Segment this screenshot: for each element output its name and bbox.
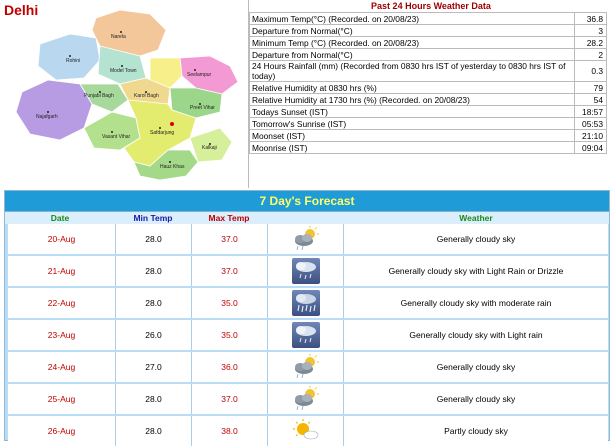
table-row — [250, 130, 607, 142]
table-row — [250, 118, 607, 130]
forecast-min-temp: 28.0 — [116, 416, 192, 446]
row-value: 54 — [575, 94, 607, 106]
header-weather: Weather — [459, 213, 493, 223]
forecast-min-temp: 26.0 — [116, 320, 192, 350]
forecast-date: 21-Aug — [8, 256, 116, 286]
row-value: 05:53 — [575, 118, 607, 130]
row-value: 79 — [575, 82, 607, 94]
forecast-weather: Generally cloudy sky with Light Rain or Drizzle — [388, 266, 564, 276]
forecast-icon-cell — [268, 384, 344, 414]
header-date: Date — [50, 213, 70, 223]
forecast-min-temp: 28.0 — [116, 288, 192, 318]
row-value: 21:10 — [575, 130, 607, 142]
forecast-weather: Generally cloudy sky — [436, 234, 516, 244]
forecast-row — [8, 256, 608, 286]
forecast-date: 23-Aug — [8, 320, 116, 350]
weather-data-table — [249, 12, 607, 154]
forecast-min-temp: 28.0 — [116, 256, 192, 286]
weather-panel-title: Past 24 Hours Weather Data — [371, 1, 491, 11]
row-label: Relative Humidity at 1730 hrs (%) (Recorded. on 20/08/23) — [250, 94, 575, 106]
svg-text:Kalkaji: Kalkaji — [202, 145, 217, 151]
svg-text:Narela: Narela — [111, 34, 126, 40]
forecast-weather: Generally cloudy sky — [436, 362, 516, 372]
svg-text:Safdarjung: Safdarjung — [150, 130, 175, 136]
svg-text:Vasant Vihar: Vasant Vihar — [102, 134, 131, 140]
table-row — [250, 37, 607, 49]
forecast-max-temp: 37.0 — [192, 224, 268, 254]
forecast-max-temp: 35.0 — [192, 320, 268, 350]
forecast-weather: Generally cloudy sky with moderate rain — [400, 298, 552, 308]
row-label: 24 Hours Rainfall (mm) (Recorded from 0830 hrs IST of yesterday to 0830 hrs IST of today) — [250, 61, 575, 82]
row-label: Relative Humidity at 0830 hrs (%) — [250, 82, 575, 94]
forecast-row — [8, 288, 608, 318]
row-label: Departure from Normal(°C) — [250, 49, 575, 61]
forecast-date: 20-Aug — [8, 224, 116, 254]
svg-text:Model Town: Model Town — [110, 68, 137, 74]
row-label: Moonset (IST) — [250, 130, 575, 142]
table-row — [250, 82, 607, 94]
map-title: Delhi — [4, 2, 39, 18]
svg-text:Preet Vihar: Preet Vihar — [190, 105, 215, 111]
table-row — [250, 106, 607, 118]
past-24h-weather-panel — [249, 0, 613, 188]
top-section — [0, 0, 613, 188]
row-value: 18:57 — [575, 106, 607, 118]
svg-text:Punjabi Bagh: Punjabi Bagh — [84, 93, 114, 99]
forecast-weather: Generally cloudy sky with Light rain — [409, 330, 543, 340]
row-label: Departure from Normal(°C) — [250, 25, 575, 37]
svg-text:Najafgarh: Najafgarh — [36, 114, 58, 120]
table-row — [250, 61, 607, 82]
svg-text:Seelampur: Seelampur — [187, 72, 212, 78]
forecast-weather: Partly cloudy sky — [444, 426, 508, 436]
delhi-map-panel — [0, 0, 249, 188]
row-value: 3 — [575, 25, 607, 37]
forecast-weather: Generally cloudy sky — [436, 394, 516, 404]
forecast-header-row — [5, 212, 609, 224]
forecast-max-temp: 35.0 — [192, 288, 268, 318]
forecast-min-temp: 28.0 — [116, 384, 192, 414]
forecast-row — [8, 320, 608, 350]
forecast-max-temp: 38.0 — [192, 416, 268, 446]
forecast-row — [8, 384, 608, 414]
seven-day-forecast — [4, 190, 610, 441]
forecast-icon-cell — [268, 352, 344, 382]
forecast-date: 24-Aug — [8, 352, 116, 382]
header-max-temp: Max Temp — [208, 213, 250, 223]
svg-text:Rohini: Rohini — [66, 58, 81, 64]
row-label: Tomorrow's Sunrise (IST) — [250, 118, 575, 130]
forecast-row — [8, 224, 608, 254]
row-value: 2 — [575, 49, 607, 61]
row-label: Moonrise (IST) — [250, 142, 575, 154]
forecast-max-temp: 37.0 — [192, 384, 268, 414]
forecast-date: 25-Aug — [8, 384, 116, 414]
table-row — [250, 49, 607, 61]
svg-text:Karol Bagh: Karol Bagh — [134, 93, 159, 99]
row-label: Todays Sunset (IST) — [250, 106, 575, 118]
forecast-max-temp: 37.0 — [192, 256, 268, 286]
row-value: 36.8 — [575, 13, 607, 25]
forecast-icon-cell — [268, 256, 344, 286]
forecast-row — [8, 416, 608, 446]
table-row — [250, 142, 607, 154]
forecast-icon-cell — [268, 320, 344, 350]
row-value: 0.3 — [575, 61, 607, 82]
svg-text:Hauz Khas: Hauz Khas — [160, 164, 185, 170]
forecast-date: 26-Aug — [8, 416, 116, 446]
forecast-icon-cell — [268, 288, 344, 318]
row-label: Maximum Temp(°C) (Recorded. on 20/08/23) — [250, 13, 575, 25]
forecast-title: 7 Day's Forecast — [5, 191, 609, 212]
forecast-date: 22-Aug — [8, 288, 116, 318]
forecast-icon-cell — [268, 224, 344, 254]
forecast-icon-cell — [268, 416, 344, 446]
district-najafgarh — [16, 80, 92, 140]
forecast-min-temp: 27.0 — [116, 352, 192, 382]
forecast-max-temp: 36.0 — [192, 352, 268, 382]
row-label: Minimum Temp (°C) (Recorded. on 20/08/23) — [250, 37, 575, 49]
table-row — [250, 94, 607, 106]
row-value: 09:04 — [575, 142, 607, 154]
district-rohini — [38, 34, 100, 80]
header-min-temp: Min Temp — [133, 213, 173, 223]
forecast-row — [8, 352, 608, 382]
delhi-district-map[interactable] — [0, 0, 248, 188]
forecast-min-temp: 28.0 — [116, 224, 192, 254]
safdarjung-marker-icon — [170, 122, 174, 126]
row-value: 28.2 — [575, 37, 607, 49]
table-row — [250, 25, 607, 37]
table-row — [250, 13, 607, 25]
